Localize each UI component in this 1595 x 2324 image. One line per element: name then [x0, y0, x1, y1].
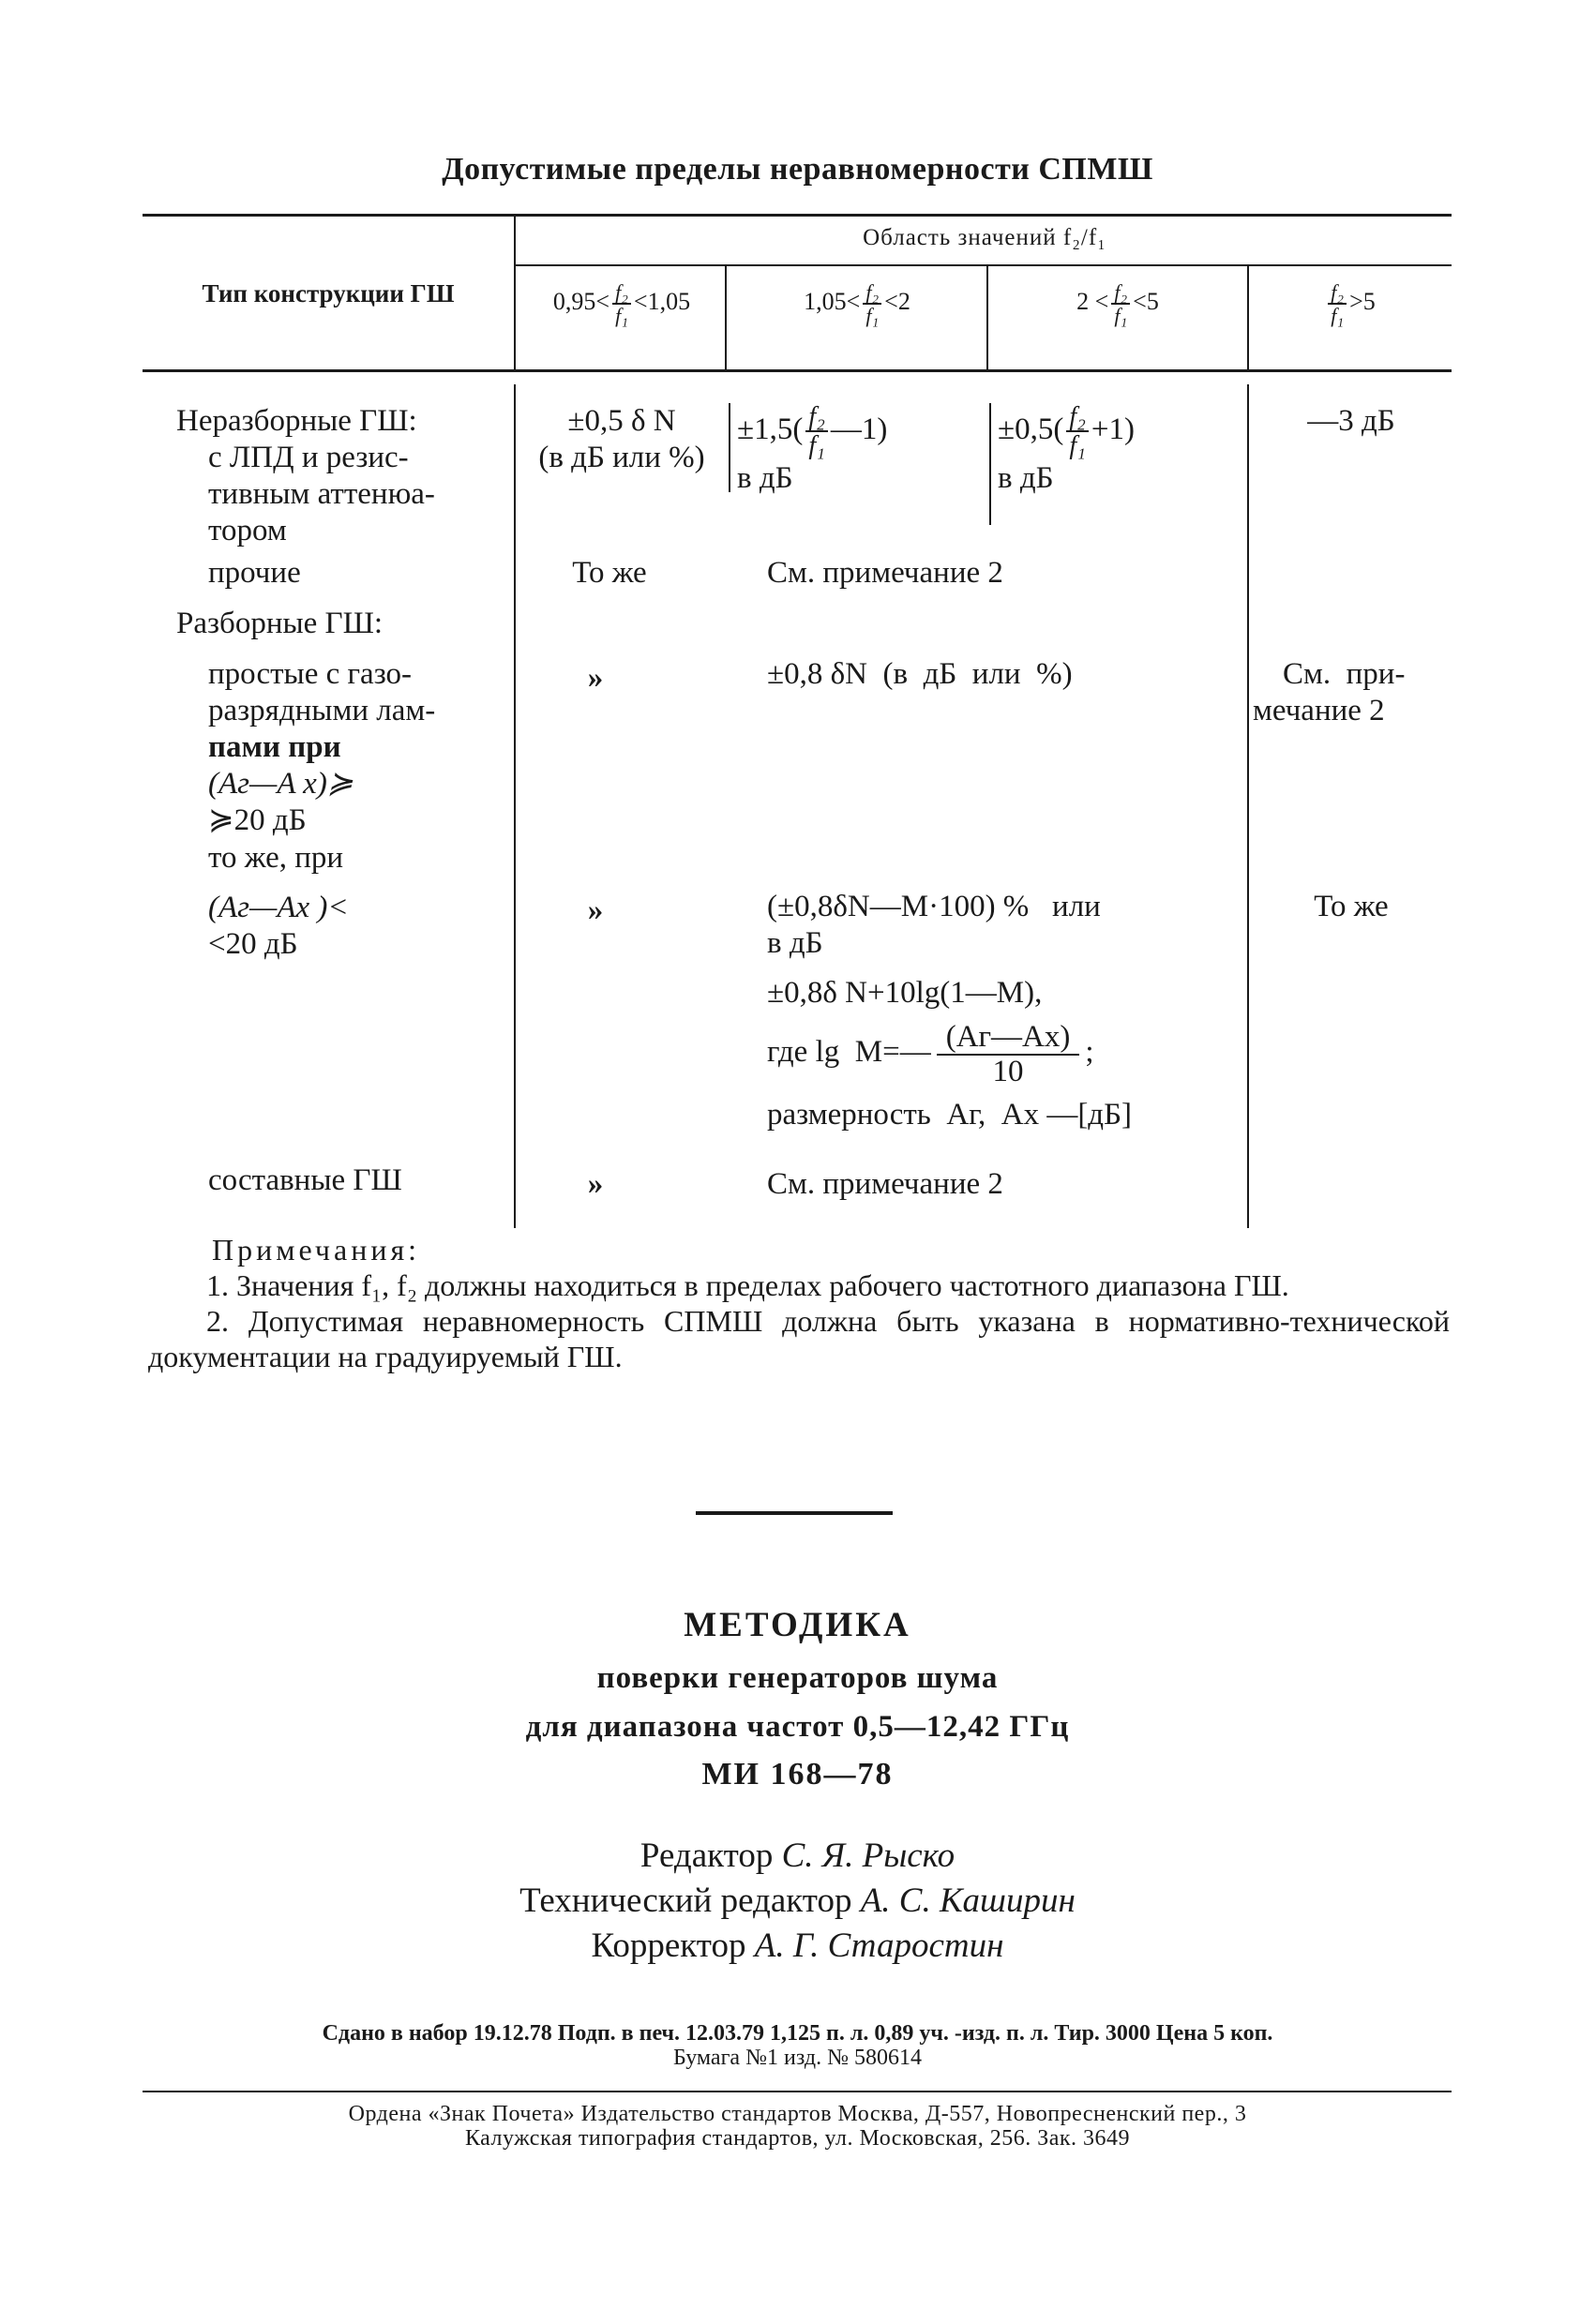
body-divider-type [514, 384, 516, 1228]
row-other-col1: То же [572, 556, 647, 590]
col-divider-type [514, 217, 516, 369]
fraction: $\frac{\text{f₂}}{\text{f₁}}$ [1066, 403, 1089, 460]
note-1: 1. Значения f₁, f₂ должны находиться в пределах рабочего частотного диапазона ГШ. [206, 1268, 1289, 1302]
method-code: МИ 168—78 [701, 1757, 894, 1792]
row-composite-col1: » [587, 1167, 604, 1201]
fraction: $\frac{(Aг—Aх)}{10}$ [937, 1021, 1080, 1087]
note-2: 2. Допустимая неравномерность СПМШ должна быть указана в нормативно-технической документации на градуируемый ГШ. [148, 1304, 1450, 1373]
row-gas-label: простые с газо- разрядными лам- пами при (Aг—A х)≽ ≽20 дБ [208, 657, 436, 837]
row-composite-label: составные ГШ [208, 1163, 402, 1197]
row-gas-col1: » [587, 661, 604, 695]
header-subrule [514, 264, 1452, 266]
header-col-4: $\frac{\text{f₂}}{\text{f₁}}$ >5 [1249, 281, 1452, 326]
row-same-col1: » [587, 893, 604, 927]
table-caption: Допустимые пределы неравномерности СПМШ [442, 152, 1153, 187]
credit-corrector: Корректор А. Г. Старостин [591, 1927, 1004, 1965]
row-composite-col2: См. примечание 2 [767, 1167, 1003, 1201]
fraction: $\frac{\text{f₂}}{\text{f₁}}$ [863, 281, 881, 326]
method-title: МЕТОДИКА [684, 1606, 911, 1644]
row-other-label: прочие [208, 556, 301, 590]
header-type-column: Тип конструкции ГШ [202, 279, 455, 307]
row-other-col2: См. примечание 2 [767, 556, 1003, 590]
fraction: $\frac{\text{f₂}}{\text{f₁}}$ [1328, 281, 1347, 326]
row-nonseparable-col1: ±0,5 δ N (в дБ или %) [538, 404, 705, 474]
row-gas-col2: ±0,8 δN (в дБ или %) [767, 657, 1073, 691]
lg-formula: где lg M=— $\frac{(Aг—Aх)}{10}$ ; [767, 1020, 1094, 1088]
row-nonseparable-label: Неразборные ГШ: с ЛПД и резис- тивным аттенюа- тором [176, 404, 435, 547]
row-nonseparable-col3: ±0,5( $\frac{\text{f₂}}{\text{f₁}}$ +1) в дБ [998, 402, 1136, 495]
imprint-line-3: Ордена «Знак Почета» Издательство стандартов Москва, Д-557, Новопресненский пер., 3 [348, 2102, 1247, 2126]
table-notes [148, 1232, 1450, 1374]
notes-heading: Примечания: [212, 1233, 421, 1267]
imprint-line-2: Бумага №1 изд. № 580614 [673, 2046, 922, 2070]
row-gas-col4: См. при- мечание 2 [1253, 657, 1406, 727]
fraction: $\frac{\text{f₂}}{\text{f₁}}$ [805, 403, 828, 460]
row-separable-heading: Разборные ГШ: [176, 607, 384, 640]
fraction: $\frac{\text{f₂}}{\text{f₁}}$ [612, 281, 631, 326]
fraction: $\frac{\text{f₂}}{\text{f₁}}$ [1111, 281, 1130, 326]
row-same-col2: (±0,8δN—M·100) % или в дБ ±0,8δ N+10lg(1—M), где lg M=— $\frac{(Aг—Aх)}{10}$ ; размерность Aг, Aх —[дБ] [767, 889, 1247, 1133]
credit-tech-editor: Технический редактор А. С. Каширин [519, 1882, 1076, 1920]
row-same-col4: То же [1314, 890, 1389, 923]
body-divider-1 [729, 403, 730, 492]
imprint-rule [143, 2091, 1452, 2092]
header-col-3: 2 < $\frac{\text{f₂}}{\text{f₁}}$ <5 [1076, 280, 1159, 328]
body-divider-3 [1247, 384, 1249, 1228]
header-col-1: 0,95< $\frac{\text{f₂}}{\text{f₁}}$ <1,05 [552, 280, 691, 328]
imprint-line-1: Сдано в набор 19.12.78 Подп. в печ. 12.03.79 1,125 п. л. 0,89 уч. -изд. п. л. Тир. 3000 Цена 5 коп. [322, 2021, 1273, 2046]
header-bottom-rule [143, 369, 1452, 372]
header-range-label: Область значений f₂/f₁ [863, 225, 1106, 250]
row-same-label: то же, при (Aг—Aх )< <20 дБ [208, 841, 349, 961]
section-divider [696, 1511, 893, 1515]
body-divider-2 [989, 403, 991, 525]
method-subtitle-1: поверки генераторов шума [596, 1661, 999, 1695]
method-subtitle-2: для диапазона частот 0,5—12,42 ГГц [525, 1710, 1070, 1744]
table-top-rule [143, 214, 1452, 217]
credit-editor: Редактор С. Я. Рыско [640, 1837, 955, 1875]
row-nonseparable-col4: —3 дБ [1307, 404, 1395, 438]
imprint-line-4: Калужская типография стандартов, ул. Московская, 256. Зак. 3649 [464, 2126, 1131, 2151]
row-nonseparable-col2: ±1,5( $\frac{\text{f₂}}{\text{f₁}}$ —1) в дБ [737, 402, 888, 495]
header-col-2: 1,05< $\frac{\text{f₂}}{\text{f₁}}$ <2 [804, 280, 910, 328]
